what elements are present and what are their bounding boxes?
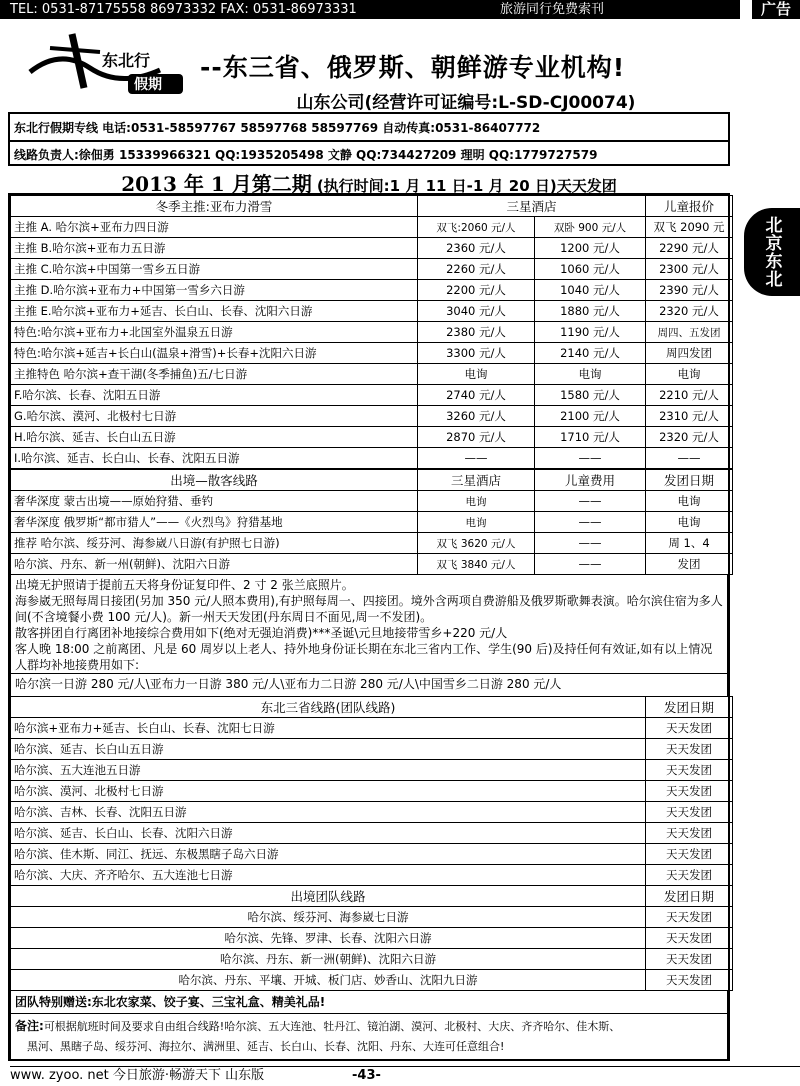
child-price-cell: —— bbox=[535, 554, 646, 575]
child-price-cell: —— bbox=[535, 533, 646, 554]
route-name: 主推 D.哈尔滨+亚布力+中国第一雪乡六日游 bbox=[11, 280, 418, 301]
table-row bbox=[11, 322, 733, 343]
price-cell: 双飞 3840 元/人 bbox=[418, 554, 535, 575]
price-cell: —— bbox=[535, 448, 646, 469]
price-cell: 1710 元/人 bbox=[535, 427, 646, 448]
outbound-child-header: 儿童费用 bbox=[535, 470, 646, 491]
logo-main-text: 东北行 bbox=[102, 51, 151, 70]
date-cell: 天天发团 bbox=[646, 949, 733, 970]
table-row bbox=[11, 760, 733, 781]
date-cell: 发团 bbox=[646, 554, 733, 575]
top-contact-bar bbox=[0, 0, 740, 19]
child-header: 儿童报价 bbox=[646, 196, 733, 217]
child-price-cell: 电询 bbox=[646, 364, 733, 385]
table-row bbox=[11, 865, 733, 886]
issue-period: (执行时间:1 月 11 日-1 月 20 日)天天发团 bbox=[316, 177, 617, 195]
route-name: G.哈尔滨、漠河、北极村七日游 bbox=[11, 406, 418, 427]
table-row bbox=[11, 385, 733, 406]
table-row bbox=[11, 343, 733, 364]
date-cell: 天天发团 bbox=[646, 718, 733, 739]
table-row bbox=[11, 970, 733, 991]
table-row bbox=[11, 301, 733, 322]
outgroup-header: 出境团队线路 bbox=[11, 886, 646, 907]
table-row bbox=[11, 280, 733, 301]
date-cell: 天天发团 bbox=[646, 970, 733, 991]
table-row bbox=[11, 406, 733, 427]
outbound-hotel-header: 三星酒店 bbox=[418, 470, 535, 491]
table-row bbox=[11, 739, 733, 760]
price-cell: 双飞 3620 元/人 bbox=[418, 533, 535, 554]
table-row bbox=[11, 928, 733, 949]
route-name: 奢华深度 俄罗斯“都市猎人”——《火烈鸟》狩猎基地 bbox=[11, 512, 418, 533]
date-cell: 天天发团 bbox=[646, 928, 733, 949]
note-line: 哈尔滨一日游 280 元/人\亚布力一日游 380 元/人\亚布力二日游 280 元/人\中国雪乡二日游 280 元/人 bbox=[15, 677, 562, 691]
route-name: 哈尔滨、佳木斯、同江、抚远、东极黑瞎子岛六日游 bbox=[11, 844, 646, 865]
remark-line2: 黑河、黑瞎子岛、绥芬河、海拉尔、满洲里、延吉、长白山、长春、沈阳、丹东、大连可任意组合! bbox=[27, 1040, 505, 1053]
date-cell: 天天发团 bbox=[646, 907, 733, 928]
table-row bbox=[11, 907, 733, 928]
price-cell: 双飞:2060 元/人 bbox=[418, 217, 535, 238]
ad-tag: 广告 bbox=[752, 0, 800, 19]
group-date-header: 发团日期 bbox=[646, 697, 733, 718]
price-cell: —— bbox=[418, 448, 535, 469]
child-price-cell: —— bbox=[646, 448, 733, 469]
page-number: -43- bbox=[352, 1068, 381, 1083]
child-price-cell: 2390 元/人 bbox=[646, 280, 733, 301]
date-cell: 电询 bbox=[646, 512, 733, 533]
table-row bbox=[11, 802, 733, 823]
notes-section bbox=[10, 575, 728, 696]
route-name: 奢华深度 蒙古出境——原始狩猎、垂钓 bbox=[11, 491, 418, 512]
route-name: 哈尔滨、延吉、长白山、长春、沈阳六日游 bbox=[11, 823, 646, 844]
child-price-cell: 2320 元/人 bbox=[646, 301, 733, 322]
date-cell: 电询 bbox=[646, 491, 733, 512]
route-name: 推荐 哈尔滨、绥芬河、海参崴八日游(有护照七日游) bbox=[11, 533, 418, 554]
price-cell: 3260 元/人 bbox=[418, 406, 535, 427]
table-row bbox=[11, 364, 733, 385]
table-row bbox=[11, 533, 733, 554]
price-cell: 1040 元/人 bbox=[535, 280, 646, 301]
table-row bbox=[11, 448, 733, 469]
route-name: 主推 E.哈尔滨+亚布力+延吉、长白山、长春、沈阳六日游 bbox=[11, 301, 418, 322]
price-cell: 2260 元/人 bbox=[418, 259, 535, 280]
date-cell: 天天发团 bbox=[646, 865, 733, 886]
table-row bbox=[11, 238, 733, 259]
route-name: 哈尔滨、丹东、平壤、开城、板门店、妙香山、沈阳九日游 bbox=[11, 970, 646, 991]
price-cell: 1200 元/人 bbox=[535, 238, 646, 259]
date-cell: 天天发团 bbox=[646, 760, 733, 781]
route-name: 哈尔滨、延吉、长白山五日游 bbox=[11, 739, 646, 760]
outbound-table bbox=[10, 469, 733, 575]
route-name: 哈尔滨、吉林、长春、沈阳五日游 bbox=[11, 802, 646, 823]
gift-text: 团队特别赠送:东北农家菜、饺子宴、三宝礼盒、精美礼品! bbox=[15, 995, 326, 1009]
date-cell: 天天发团 bbox=[646, 823, 733, 844]
manager-line: 线路负责人:徐佃勇 15339966321 QQ:1935205498 文静 QQ:734427209 理明 QQ:1779727579 bbox=[14, 148, 598, 162]
price-cell: 1190 元/人 bbox=[535, 322, 646, 343]
route-name: 哈尔滨、丹东、新一洲(朝鲜)、沈阳六日游 bbox=[11, 949, 646, 970]
price-cell: 3040 元/人 bbox=[418, 301, 535, 322]
route-name: 哈尔滨、五大连池五日游 bbox=[11, 760, 646, 781]
note-line: 海参崴无照每周日接团(另加 350 元/人照本费用),有护照每周一、四接团。境外含两项自费游船及俄罗斯歌舞表演。哈尔滨住宿为多人间(不含境餐小费 100 元/人)。新一州天天发团(丹东周日不面见,周一不发团)。 bbox=[15, 594, 723, 624]
note-line: 客人晚 18:00 之前离团、凡是 60 周岁以上老人、持外地身份证长期在东北三省内工作、学生(90 后)及持任何有效证,如有以上情况人群均补地接费用如下: bbox=[15, 642, 713, 672]
note-line: 出境无护照请于提前五天将身份证复印件、2 寸 2 张兰底照片。 bbox=[15, 578, 354, 592]
outbound-date-header: 发团日期 bbox=[646, 470, 733, 491]
route-name: 特色:哈尔滨+亚布力+北国室外温泉五日游 bbox=[11, 322, 418, 343]
child-price-cell: 双飞 2090 元 bbox=[646, 217, 733, 238]
date-cell: 天天发团 bbox=[646, 802, 733, 823]
date-cell: 天天发团 bbox=[646, 781, 733, 802]
divider bbox=[10, 140, 728, 142]
route-name: 主推特色 哈尔滨+查干湖(冬季捕鱼)五/七日游 bbox=[11, 364, 418, 385]
route-name: 哈尔滨、丹东、新一州(朝鲜)、沈阳六日游 bbox=[11, 554, 418, 575]
table-row bbox=[11, 949, 733, 970]
child-price-cell: 2310 元/人 bbox=[646, 406, 733, 427]
price-cell: 2870 元/人 bbox=[418, 427, 535, 448]
date-cell: 天天发团 bbox=[646, 844, 733, 865]
group-table bbox=[10, 696, 733, 991]
route-name: 哈尔滨、先锋、罗津、长春、沈阳六日游 bbox=[11, 928, 646, 949]
route-name: 主推 B.哈尔滨+亚布力五日游 bbox=[11, 238, 418, 259]
table-row bbox=[11, 512, 733, 533]
price-cell: 2200 元/人 bbox=[418, 280, 535, 301]
date-cell: 周 1、4 bbox=[646, 533, 733, 554]
hotline-line: 东北行假期专线 电话:0531-58597767 58597768 58597769 自动传真:0531-86407772 bbox=[14, 121, 541, 135]
route-name: 哈尔滨、漠河、北极村七日游 bbox=[11, 781, 646, 802]
top-index-text: 旅游同行免费索刊 bbox=[500, 2, 605, 17]
table-row bbox=[11, 491, 733, 512]
price-cell: 2140 元/人 bbox=[535, 343, 646, 364]
route-name: 哈尔滨、大庆、齐齐哈尔、五大连池七日游 bbox=[11, 865, 646, 886]
route-name: 哈尔滨、绥芬河、海参崴七日游 bbox=[11, 907, 646, 928]
table-row bbox=[11, 217, 733, 238]
company-license: 山东公司(经营许可证编号:L-SD-CJ00074) bbox=[296, 93, 636, 113]
price-cell: 双卧 900 元/人 bbox=[535, 217, 646, 238]
table-row bbox=[11, 259, 733, 280]
winter-header: 冬季主推:亚布力滑雪 bbox=[11, 196, 418, 217]
price-cell: 2380 元/人 bbox=[418, 322, 535, 343]
child-price-cell: 2210 元/人 bbox=[646, 385, 733, 406]
route-name: 主推 C.哈尔滨+中国第一雪乡五日游 bbox=[11, 259, 418, 280]
region-side-tab: 北京东北 bbox=[744, 208, 800, 296]
outbound-header: 出境—散客线路 bbox=[11, 470, 418, 491]
date-cell: 天天发团 bbox=[646, 739, 733, 760]
route-name: 特色:哈尔滨+延吉+长白山(温泉+滑雪)+长春+沈阳六日游 bbox=[11, 343, 418, 364]
remark-label: 备注: bbox=[15, 1019, 44, 1033]
remark-line1: 可根据航班时间及要求自由组合线路!哈尔滨、五大连池、牡丹江、镜泊湖、漠河、北极村、大庆、齐齐哈尔、佳木斯、 bbox=[43, 1020, 621, 1033]
child-price-cell: —— bbox=[535, 491, 646, 512]
price-cell: 电询 bbox=[418, 512, 535, 533]
remark-section bbox=[10, 1014, 728, 1059]
headline: --东三省、俄罗斯、朝鲜游专业机构! bbox=[200, 53, 626, 82]
price-cell: 2100 元/人 bbox=[535, 406, 646, 427]
route-name: F.哈尔滨、长春、沈阳五日游 bbox=[11, 385, 418, 406]
hotel-header: 三星酒店 bbox=[418, 196, 646, 217]
route-name: H.哈尔滨、延吉、长白山五日游 bbox=[11, 427, 418, 448]
company-logo bbox=[20, 28, 195, 102]
table-row bbox=[11, 718, 733, 739]
issue-title: 2013 年 1 月第二期 bbox=[121, 172, 312, 196]
route-name: 哈尔滨+亚布力+延吉、长白山、长春、沈阳七日游 bbox=[11, 718, 646, 739]
price-cell: 1060 元/人 bbox=[535, 259, 646, 280]
winter-table bbox=[10, 195, 733, 469]
child-price-cell: 周四发团 bbox=[646, 343, 733, 364]
price-cell: 电询 bbox=[418, 364, 535, 385]
table-row bbox=[11, 554, 733, 575]
group-header: 东北三省线路(团队线路) bbox=[11, 697, 646, 718]
footer-site: www. zyoo. net 今日旅游·畅游天下 山东版 bbox=[10, 1068, 265, 1083]
child-price-cell: 2300 元/人 bbox=[646, 259, 733, 280]
table-row bbox=[11, 781, 733, 802]
child-price-cell: 2290 元/人 bbox=[646, 238, 733, 259]
price-cell: 2740 元/人 bbox=[418, 385, 535, 406]
route-name: I.哈尔滨、延吉、长白山、长春、沈阳五日游 bbox=[11, 448, 418, 469]
child-price-cell: —— bbox=[535, 512, 646, 533]
outgroup-date-header: 发团日期 bbox=[646, 886, 733, 907]
price-cell: 电询 bbox=[418, 491, 535, 512]
gift-section bbox=[10, 991, 728, 1014]
price-cell: 1580 元/人 bbox=[535, 385, 646, 406]
child-price-cell: 2320 元/人 bbox=[646, 427, 733, 448]
price-cell: 1880 元/人 bbox=[535, 301, 646, 322]
contact-box bbox=[8, 112, 730, 166]
top-contact-text: TEL: 0531-87175558 86973332 FAX: 0531-86973331 bbox=[10, 2, 357, 17]
route-name: 主推 A. 哈尔滨+亚布力四日游 bbox=[11, 217, 418, 238]
table-row bbox=[11, 427, 733, 448]
price-board bbox=[8, 193, 730, 1061]
table-row bbox=[11, 823, 733, 844]
page-footer bbox=[0, 1066, 800, 1086]
logo-sub-text: 假期 bbox=[134, 77, 162, 93]
price-cell: 电询 bbox=[535, 364, 646, 385]
price-cell: 3300 元/人 bbox=[418, 343, 535, 364]
child-price-cell: 周四、五发团 bbox=[646, 322, 733, 343]
table-row bbox=[11, 844, 733, 865]
price-cell: 2360 元/人 bbox=[418, 238, 535, 259]
note-line: 散客拼团自行离团补地接综合费用如下(绝对无强迫消费)***圣诞\元旦地接带雪乡+220 元/人 bbox=[15, 626, 508, 640]
